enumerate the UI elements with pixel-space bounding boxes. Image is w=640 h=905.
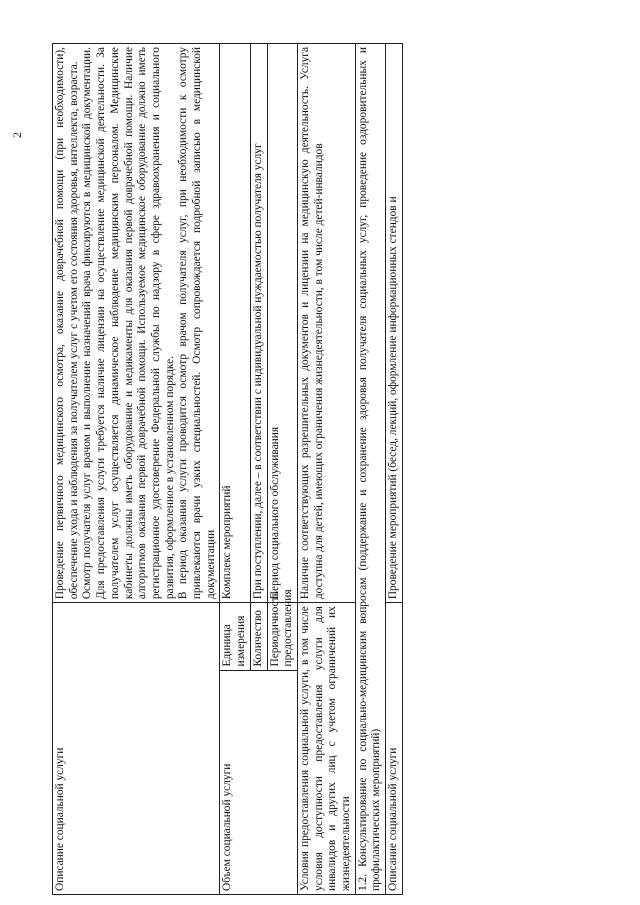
service-table: [52, 43, 403, 895]
volume-label: [220, 670, 298, 894]
quantity-label: Количество: [250, 603, 267, 670]
quantity-value: При поступлении, далее – в соответствии с индивидуальной нуждаемостью получателя услуг: [250, 44, 267, 603]
page-number: 2: [10, 132, 24, 138]
description-paragraph-2: Осмотр получателя услуг врачом и выполнение назначений врача фиксируются в медицинской документации. Для предоставления услуги требуется наличие лицензии на осуществление медицинской деятельности. За получателем услуг осуществляется динамическое наблюдение медицинским персоналом. Медицинские кабинеты должны иметь оборудование и медикаменты для оказания первой доврачебной помощи. Наличие алгоритмов оказания первой доврачебной помощи. Используемое медицинское оборудование должно иметь регистрационное удостоверение Федеральной службы по надзору в сфере здравоохранения и социального развития, оформленное в установленном порядке.: [81, 47, 176, 600]
table-row-section-1-2: [355, 44, 385, 895]
rotated-content: [52, 43, 627, 895]
unit-value: Комплекс мероприятий: [220, 44, 250, 603]
conditions-label: Условия предоставления социальной услуги, в том числе условия доступности предоставления услуги для инвалидов и других лиц с учетом ограничений их жизнедеятельности: [297, 603, 355, 895]
description-label: Описание социальной услуги: [53, 603, 220, 895]
conditions-value: Наличие соответствующих разрешительных документов и лицензии на медицинскую деятельность. Услуга доступна для детей, имеющих ограничения жизнедеятельности, в том числе детей-инвалидов: [297, 44, 355, 603]
description-paragraph-3: В период оказания услуги проводится осмотр врачом получателя услуг, при необходимости к осмотру привлекаются врачи узких специальностей. Осмотр сопровождается подробной записью в медицинской документации: [177, 47, 217, 600]
description-2-value: Проведение мероприятий (бесед, лекций, оформление информационных стендов и: [386, 44, 403, 603]
periodicity-value: Период социального обслуживания: [267, 44, 297, 603]
table-row-conditions: [297, 44, 355, 895]
section-1-2-heading: 1.2. Консультирование по социально-медицинским вопросам (поддержание и сохранение здоровья получателя социальных услуг, проведение оздоровительных и профилактических мероприятий): [355, 44, 385, 895]
table-row-description: [53, 44, 220, 895]
table-row-description-2: [386, 44, 403, 895]
volume-label-text: Объем социальной услуги: [221, 763, 234, 891]
periodicity-label: Периодичность предоставления: [267, 603, 297, 670]
table-row-volume-unit: [220, 44, 250, 895]
description-paragraph-1: Проведение первичного медицинского осмотра, оказание доврачебной помощи (при необходимости), обеспечение ухода и наблюдения за получателем услуг с учетом его состояния здоровья, интеллекта, возраста.: [54, 47, 80, 600]
description-value: [53, 44, 220, 603]
description-2-label: Описание социальной услуги: [386, 603, 403, 895]
unit-header: Единица измерения: [220, 603, 250, 670]
